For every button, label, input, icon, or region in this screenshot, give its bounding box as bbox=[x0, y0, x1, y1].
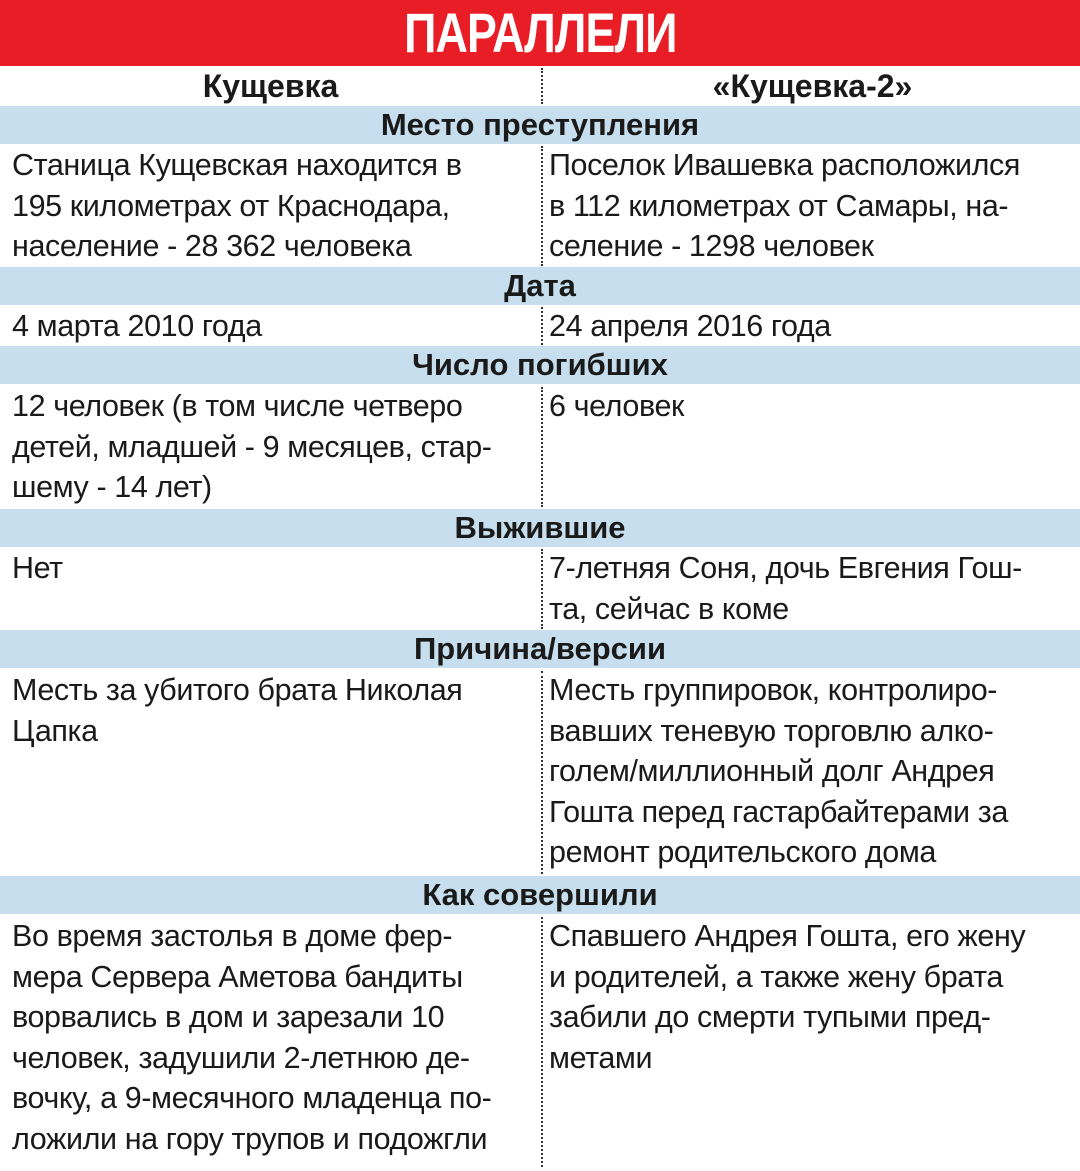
section-label: Дата bbox=[504, 268, 576, 303]
section-header-crime-place bbox=[0, 106, 1080, 144]
cell-deaths-left: 12 человек (в том числе четверо детей, младшей - 9 месяцев, стар- шему - 14 лет) bbox=[12, 389, 492, 504]
section-label: Место преступления bbox=[380, 107, 700, 142]
column-divider bbox=[541, 671, 543, 874]
column-divider bbox=[541, 68, 543, 104]
section-header-deaths bbox=[0, 346, 1080, 384]
section-label: Причина/версии bbox=[413, 631, 667, 666]
page-title: ПАРАЛЛЕЛИ bbox=[403, 1, 677, 64]
title-bar bbox=[0, 0, 1080, 66]
column-divider bbox=[541, 917, 543, 1167]
cell-crime-place-right: Поселок Ивашевка расположился в 112 километрах от Самары, на- селение - 1298 человек bbox=[549, 148, 1020, 263]
column-header-left: Кущевка bbox=[202, 68, 339, 104]
section-header-survivors bbox=[0, 509, 1080, 547]
cell-date-right: 24 апреля 2016 года bbox=[549, 309, 831, 343]
cell-cause-right: Месть группировок, контролиро- вавших теневую торговлю алко- голем/миллионный долг Андрея Гошта перед гастарбайтерами за ремонт родительского дома bbox=[549, 673, 1008, 869]
column-divider bbox=[541, 146, 543, 266]
cell-method-right: Спавшего Андрея Гошта, его жену и родителей, а также жену брата забили до смерти тупыми пред- метами bbox=[549, 919, 1026, 1075]
cell-date-left: 4 марта 2010 года bbox=[12, 309, 262, 343]
section-label: Как совершили bbox=[422, 877, 658, 912]
cell-survivors-right: 7-летняя Соня, дочь Евгения Гош- та, сейчас в коме bbox=[549, 551, 1022, 626]
column-divider bbox=[541, 387, 543, 507]
cell-deaths-right: 6 человек bbox=[549, 389, 684, 423]
cell-method-left: Во время застолья в доме фер- мера Сервера Аметова бандиты ворвались в дом и зарезали 10 человек, задушили 2-летнюю де- вочку, а 9-месячного младенца по- ложили на гору трупов и подожгли bbox=[12, 919, 492, 1156]
cell-survivors-left: Нет bbox=[12, 551, 63, 585]
section-header-date bbox=[0, 267, 1080, 305]
cell-cause-left: Месть за убитого брата Николая Цапка bbox=[12, 673, 463, 748]
cell-crime-place-left: Станица Кущевская находится в 195 километрах от Краснодара, население - 28 362 человека bbox=[12, 148, 462, 263]
section-header-cause bbox=[0, 630, 1080, 668]
section-header-method bbox=[0, 876, 1080, 914]
section-label: Выжившие bbox=[454, 510, 626, 545]
section-label: Число погибших bbox=[412, 347, 668, 382]
column-divider bbox=[541, 549, 543, 629]
column-header-right: «Кущевка-2» bbox=[712, 68, 913, 104]
column-divider bbox=[541, 307, 543, 345]
